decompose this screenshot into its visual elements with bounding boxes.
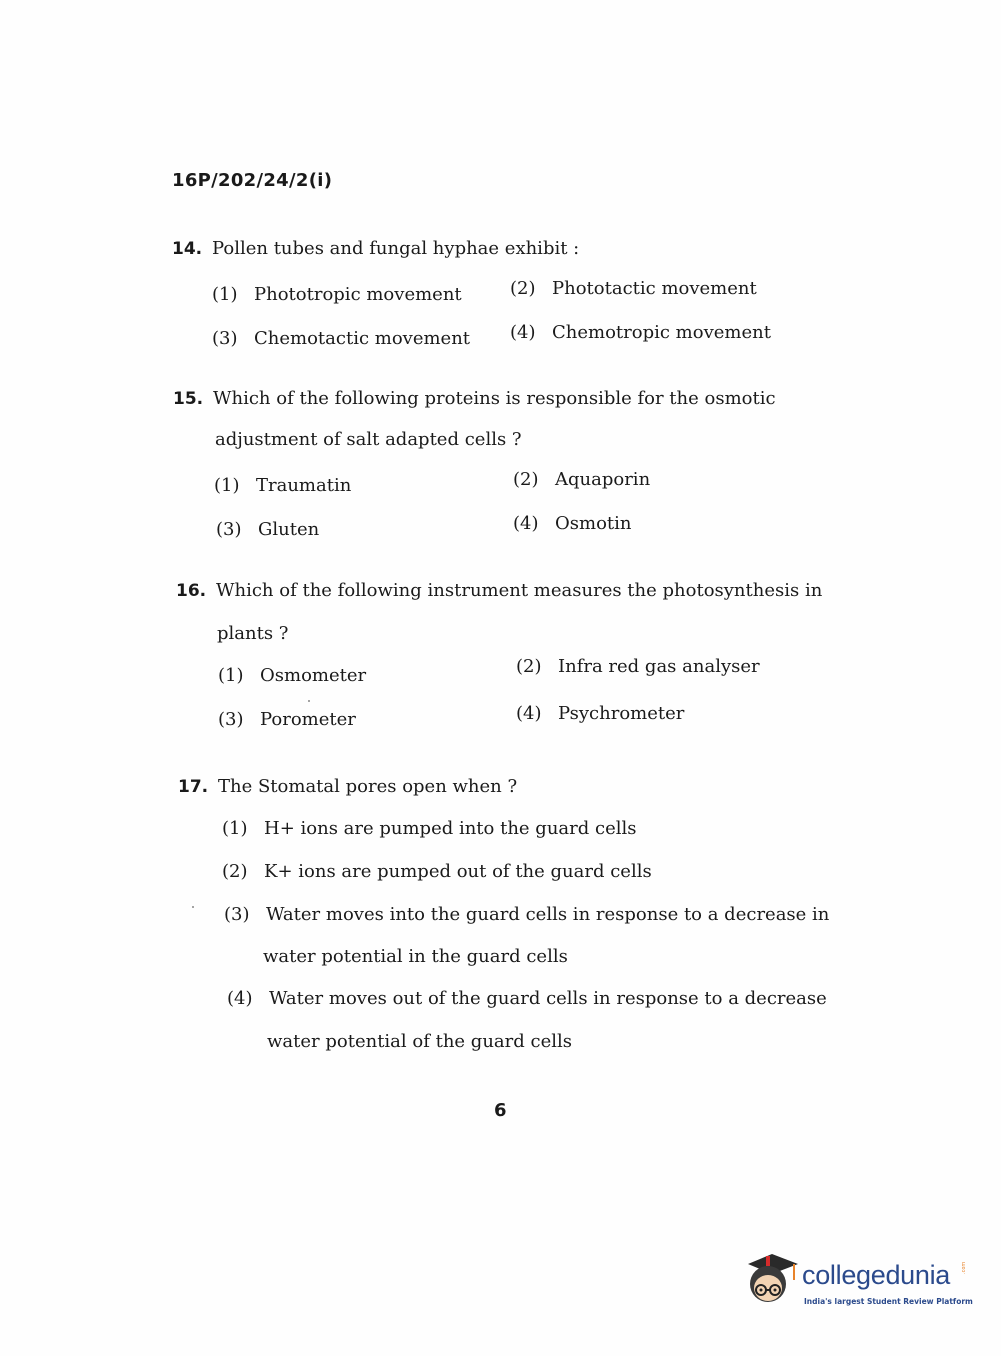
option-text: Water moves out of the guard cells in response to a decrease — [269, 988, 827, 1009]
option — [516, 656, 760, 678]
option-text-continuation: water potential of the guard cells — [267, 1031, 572, 1052]
brand-suffix: .com — [961, 1261, 967, 1274]
option-label: (1) — [214, 475, 240, 496]
option — [212, 328, 470, 350]
option — [227, 988, 827, 1010]
option — [218, 665, 366, 687]
option — [214, 475, 351, 497]
scan-speck — [192, 906, 194, 908]
option-label: (1) — [222, 818, 248, 839]
option-text: Chemotactic movement — [254, 328, 471, 349]
question-15 — [173, 388, 776, 410]
question-text: Pollen tubes and fungal hyphae exhibit : — [212, 238, 580, 259]
paper-code: 16P/202/24/2(i) — [172, 170, 333, 191]
option-label: (2) — [516, 656, 542, 677]
page-number: 6 — [494, 1100, 507, 1121]
option-label: (4) — [513, 513, 539, 534]
question-text-continuation: plants ? — [217, 623, 289, 644]
option — [513, 513, 631, 535]
option — [222, 818, 636, 840]
option-text: Water moves into the guard cells in response to a decrease in — [266, 904, 830, 925]
option-label: (4) — [510, 322, 536, 343]
option-text: Porometer — [260, 709, 356, 730]
option-label: (2) — [222, 861, 248, 882]
question-number: 16. — [176, 581, 207, 601]
question-text-continuation: adjustment of salt adapted cells ? — [215, 429, 522, 450]
option — [516, 703, 684, 725]
option — [222, 861, 652, 883]
option — [513, 469, 650, 491]
scan-speck — [308, 700, 310, 702]
question-text: The Stomatal pores open when ? — [218, 776, 518, 797]
question-text: Which of the following instrument measures the photosynthesis in — [216, 580, 823, 601]
option-label: (3) — [218, 709, 244, 730]
question-number: 14. — [172, 239, 203, 259]
question-text: Which of the following proteins is responsible for the osmotic — [213, 388, 776, 409]
option-label: (3) — [224, 904, 250, 925]
option-label: (2) — [513, 469, 539, 490]
option-text: K+ ions are pumped out of the guard cells — [264, 861, 652, 882]
option-label: (1) — [212, 284, 238, 305]
option — [218, 709, 356, 731]
option-label: (1) — [218, 665, 244, 686]
option-label: (4) — [227, 988, 253, 1009]
question-number: 17. — [178, 777, 209, 797]
option — [224, 904, 829, 926]
option-text: Traumatin — [256, 475, 352, 496]
option-label: (3) — [216, 519, 242, 540]
question-16 — [176, 580, 822, 602]
option-text: Phototropic movement — [254, 284, 462, 305]
option — [510, 278, 757, 300]
option-label: (3) — [212, 328, 238, 349]
mascot-icon — [742, 1250, 800, 1312]
option-text: Chemotropic movement — [552, 322, 771, 343]
question-14 — [172, 238, 579, 260]
option-text: Aquaporin — [555, 469, 651, 490]
option-text: Infra red gas analyser — [558, 656, 760, 677]
option-text: H+ ions are pumped into the guard cells — [264, 818, 637, 839]
question-number: 15. — [173, 389, 204, 409]
option-label: (4) — [516, 703, 542, 724]
brand-name: collegedunia — [802, 1260, 951, 1290]
option-text: Osmometer — [260, 665, 367, 686]
option-text: Osmotin — [555, 513, 632, 534]
option — [212, 284, 462, 306]
option — [510, 322, 771, 344]
option-text: Psychrometer — [558, 703, 685, 724]
brand-tagline: India's largest Student Review Platform — [804, 1297, 973, 1306]
option-text-continuation: water potential in the guard cells — [263, 946, 568, 967]
option-label: (2) — [510, 278, 536, 299]
collegedunia-logo — [742, 1250, 972, 1312]
option — [216, 519, 319, 541]
option-text: Phototactic movement — [552, 278, 757, 299]
question-17 — [178, 776, 517, 798]
option-text: Gluten — [258, 519, 320, 540]
